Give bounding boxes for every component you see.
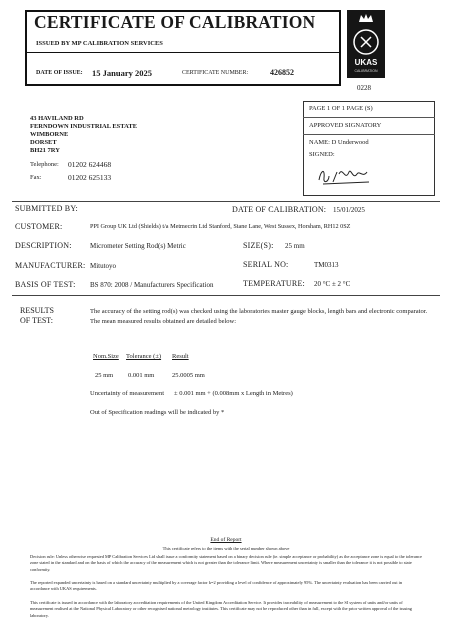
address-line: WIMBORNE bbox=[30, 131, 69, 138]
issued-by: ISSUED BY MP CALIBRATION SERVICES bbox=[36, 40, 163, 47]
column-header: Tolerance (±) bbox=[126, 353, 162, 360]
results-label bbox=[20, 306, 54, 326]
sizes-label: SIZE(S): bbox=[243, 241, 274, 250]
column-header: Result bbox=[172, 353, 189, 360]
results-paragraph: The accuracy of the setting rod(s) was checked using the laboratories master gauge blocks, length bars and electronic comparator. The mean measured results obtained are detailed below: bbox=[90, 308, 428, 325]
serial-label: SERIAL NO: bbox=[243, 260, 289, 269]
basis-of-test-label: BASIS OF TEST: bbox=[15, 280, 76, 289]
serial-value: TM0313 bbox=[314, 261, 339, 269]
end-of-report: End of Report bbox=[210, 537, 242, 543]
date-of-calibration-label: DATE OF CALIBRATION: bbox=[232, 205, 327, 214]
section-divider bbox=[12, 201, 440, 202]
ukas-logo bbox=[347, 10, 385, 78]
address-line: FERNDOWN INDUSTRIAL ESTATE bbox=[30, 123, 138, 130]
address-line: DORSET bbox=[30, 139, 57, 146]
table-cell: 0.001 mm bbox=[128, 372, 155, 379]
ukas-name: UKAS bbox=[354, 58, 378, 67]
fax-value: 01202 625133 bbox=[68, 173, 112, 182]
manufacturer-value: Mitutoyo bbox=[90, 262, 117, 270]
footer-note: This certificate refers to the items with the serial number shown above bbox=[162, 546, 290, 551]
approval-divider bbox=[303, 117, 435, 118]
signatory-name: NAME: D Underwood bbox=[309, 139, 369, 146]
temperature-value: 20 °C ± 2 °C bbox=[314, 280, 351, 288]
approval-divider bbox=[303, 134, 435, 135]
customer-value: PPI Group UK Ltd (Shields) t/a Metmecrin Ltd Stanford, Stane Lane, West Sussex, Horsham, RH12 0SZ bbox=[90, 223, 351, 230]
uncertainty-label: Uncertainty of measurement bbox=[90, 390, 164, 397]
table-cell: 25 mm bbox=[95, 372, 114, 379]
date-of-calibration-value: 15/01/2025 bbox=[333, 206, 365, 214]
customer-label: CUSTOMER: bbox=[15, 222, 63, 231]
column-header: Nom.Size bbox=[93, 353, 119, 360]
telephone-label: Telephone: bbox=[30, 161, 59, 168]
signature bbox=[315, 160, 375, 193]
date-of-issue-value: 15 January 2025 bbox=[92, 68, 152, 78]
results-label-line: OF TEST: bbox=[20, 316, 54, 325]
uncertainty-statement: The reported expanded uncertainty is based on a standard uncertainty multiplied by a coverage factor k=2 providing a level of confidence of approximately 95%. The uncertainty evaluation has been carried out in accordance with UKAS requirements. bbox=[30, 580, 403, 592]
certificate-title: CERTIFICATE OF CALIBRATION bbox=[34, 12, 316, 32]
address-line: BH21 7RY bbox=[30, 147, 60, 154]
table-cell: 25.0005 mm bbox=[172, 372, 205, 379]
manufacturer-label: MANUFACTURER: bbox=[15, 261, 86, 270]
ukas-lab-number: 0228 bbox=[357, 84, 371, 92]
accreditation-statement: This certificate is issued in accordance with the laboratory accreditation requirements of the United Kingdom Accreditation Service. It provides traceability of measurement to the SI system of units and/or units of measurement realised at the National Physical Laboratory or other recognised national metrology institutes. This certificate may not be reproduced other than in full, except with the prior written approval of the issuing laboratory. bbox=[30, 600, 412, 618]
submitted-by-label: SUBMITTED BY: bbox=[15, 204, 78, 213]
section-divider bbox=[12, 295, 440, 296]
sizes-value: 25 mm bbox=[285, 242, 305, 250]
description-value: Micrometer Setting Rod(s) Metric bbox=[90, 242, 186, 250]
basis-of-test-value: BS 870: 2008 / Manufacturers Specification bbox=[90, 281, 214, 289]
description-label: DESCRIPTION: bbox=[15, 241, 72, 250]
out-of-spec-note: Out of Specification readings will be indicated by * bbox=[90, 409, 225, 416]
results-label-line: RESULTS bbox=[20, 306, 54, 315]
certificate-number-label: CERTIFICATE NUMBER: bbox=[182, 70, 249, 76]
address-line: 43 HAVILAND RD bbox=[30, 115, 84, 122]
fax-label: Fax: bbox=[30, 174, 42, 181]
date-of-issue-label: DATE OF ISSUE: bbox=[36, 70, 83, 76]
temperature-label: TEMPERATURE: bbox=[243, 279, 305, 288]
telephone-value: 01202 624468 bbox=[68, 160, 112, 169]
header-divider bbox=[25, 52, 341, 53]
certificate-number-value: 426852 bbox=[270, 68, 294, 77]
approved-signatory-label: APPROVED SIGNATORY bbox=[309, 122, 382, 129]
page-count: PAGE 1 OF 1 PAGE (S) bbox=[309, 105, 373, 112]
uncertainty-value: ± 0.001 mm + (0.008mm x Length in Metres) bbox=[174, 390, 293, 397]
signed-label: SIGNED: bbox=[309, 151, 335, 158]
decision-rule-text: Decision rule: Unless otherwise requested MP Calibration Services Ltd shall issue a conformity statement based on a binary decision rule (ie. simple acceptance or probability) as the acceptance zone is equal to the tolerance zone stated in the standard and on the basis of which the accuracy of the measurement which is not greater than the tolerance limit. Where measurement uncertainty is smaller than the tolerance it is not possible to state conformity. bbox=[30, 554, 422, 572]
ukas-subtitle: CALIBRATION bbox=[354, 69, 378, 73]
